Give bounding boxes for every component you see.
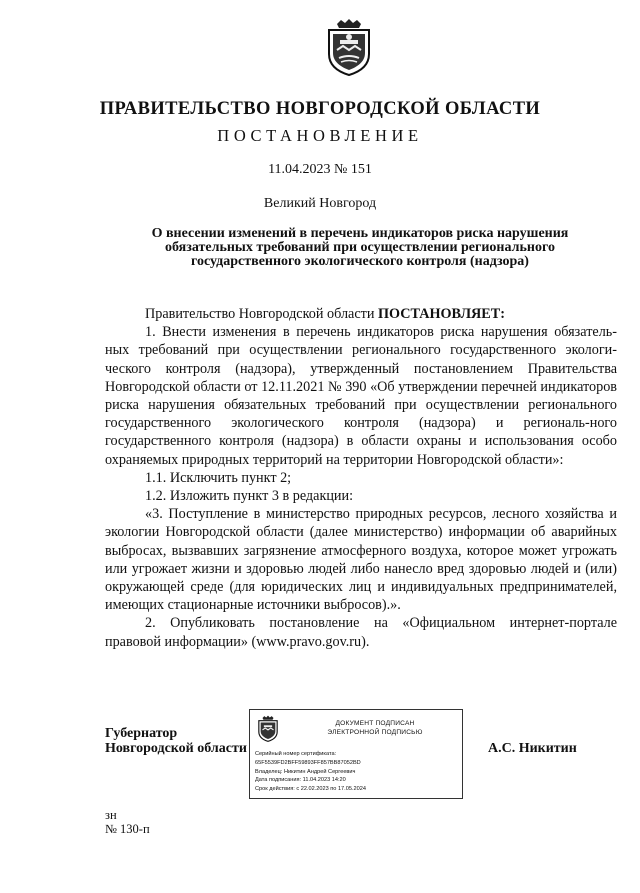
signing-date: Дата подписания: 11.04.2023 14:20 xyxy=(255,777,346,784)
role-line: Губернатор xyxy=(105,726,178,741)
footer-registration xyxy=(105,808,150,836)
paragraph-1: 1. Внести изменения в перечень индикаторов риска нарушения обязатель-ных требований при осуществлении регионального государственного экологи-ческого контроля (надзора), утвержденный постановлением Правительства Новгородской области от 12.11.2021 № 390 «Об утверждении перечней индикаторов риска нарушения обязательных требований при осуществлении регионального государственного экологического контроля (надзора) и региональ-ного государственного контроля (надзора) в области охраны и использования особо охраняемых природных территорий на территории Новгородской области»: xyxy=(105,324,617,468)
document-date-number: 11.04.2023 № 151 xyxy=(268,162,372,177)
subject-line: обязательных требований при осуществлении регионального xyxy=(165,240,555,255)
electronic-signature-stamp xyxy=(249,709,463,799)
stamp-title xyxy=(290,719,460,737)
certificate-number: 65F5539FD2BFF59893FF857BB87052BD xyxy=(255,759,361,766)
intro-text: Правительство Новгородской области xyxy=(145,306,378,322)
paragraph-3-quote: «3. Поступление в министерство природных ресурсов, лесного хозяйства и экологии Новгородской области (далее министерство) информации об аварийных выбросах, вызвавших загрязнение атмосферного воздуха, которое может угрожать или угрожает жизни и здоровью людей либо нанесло вред здоровью людей и (или) окружающей среде (для юридических лиц и индивидуальных предпринимателей, имеющих стационарные источники выбросов).». xyxy=(105,506,617,614)
executor-initials: зн xyxy=(105,808,117,822)
stamp-details xyxy=(255,750,461,794)
intro-paragraph xyxy=(105,305,617,323)
role-line: Новгородской области xyxy=(105,740,247,756)
paragraph-2: 2. Опубликовать постановление на «Официальном интернет-портале правовой информации» (www.pravo.gov.ru). xyxy=(105,615,617,650)
paragraph-1-1: 1.1. Исключить пункт 2; xyxy=(145,469,292,486)
document-body xyxy=(105,305,617,651)
certificate-owner: Владелец: Никитин Андрей Сергеевич xyxy=(255,768,356,775)
government-title: ПРАВИТЕЛЬСТВО НОВГОРОДСКОЙ ОБЛАСТИ xyxy=(99,99,541,119)
paragraph-1-2: 1.2. Изложить пункт 3 в редакции: xyxy=(145,488,354,505)
validity-period: Срок действия: с 22.02.2023 по 17.05.2024 xyxy=(255,786,366,793)
decree-word: ПОСТАНОВЛЯЕТ: xyxy=(377,306,505,322)
registration-number: № 130-п xyxy=(105,822,150,836)
signatory-role xyxy=(105,727,247,756)
subject-line: государственного экологического контроля (надзора) xyxy=(191,254,529,269)
document-subject xyxy=(105,227,615,269)
stamp-title-line: ЭЛЕКТРОННОЙ ПОДПИСЬЮ xyxy=(327,729,423,736)
coat-of-arms-icon xyxy=(257,715,279,742)
signatory-name: А.С. Никитин xyxy=(488,741,577,756)
certificate-label: Серийный номер сертификата: xyxy=(255,751,337,757)
stamp-title-line: ДОКУМЕНТ ПОДПИСАН xyxy=(335,720,415,727)
coat-of-arms-icon xyxy=(325,18,373,76)
document-type: ПОСТАНОВЛЕНИЕ xyxy=(217,126,423,145)
subject-line: О внесении изменений в перечень индикаторов риска нарушения xyxy=(151,226,569,241)
document-place: Великий Новгород xyxy=(263,196,377,211)
